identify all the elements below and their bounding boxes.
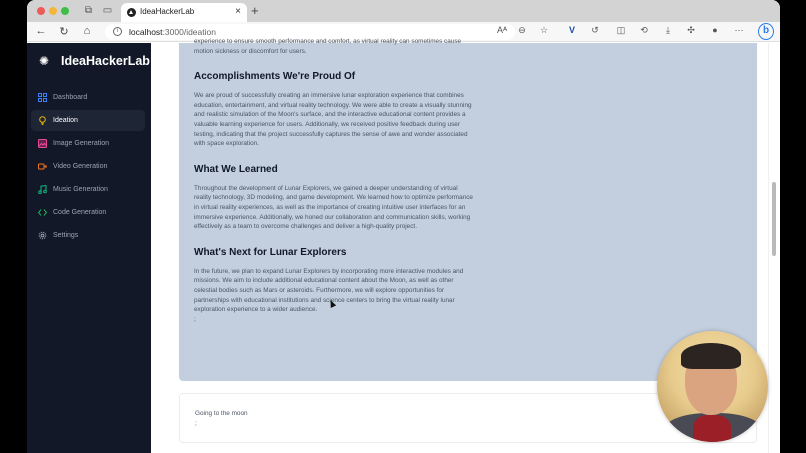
sidebar: [27, 43, 151, 453]
url-path: :3000/ideation: [162, 27, 216, 37]
sidebar-item-dashboard[interactable]: [31, 87, 145, 108]
sidebar-item-settings[interactable]: [31, 225, 145, 246]
prompt-content: [195, 409, 248, 428]
page-scrollbar[interactable]: [768, 43, 778, 453]
extensions-icon[interactable]: ✣: [687, 25, 695, 35]
tab-strip: [27, 0, 780, 22]
webcam-hair: [681, 343, 741, 369]
favorite-star-icon[interactable]: ☆: [539, 25, 549, 35]
extension-v-icon[interactable]: V: [568, 25, 575, 35]
close-tab-icon[interactable]: ×: [235, 6, 241, 17]
favicon-icon: [127, 8, 136, 17]
close-window-button[interactable]: [37, 7, 45, 15]
lightbulb-icon: [38, 116, 47, 125]
read-aloud-icon[interactable]: Aᴬ: [496, 25, 508, 35]
sidebar-item-label: Image Generation: [53, 140, 110, 147]
url-host: localhost: [129, 27, 163, 37]
url-text[interactable]: [129, 27, 216, 37]
sidebar-item-label: Music Generation: [53, 186, 108, 193]
tab-ideahackerlab[interactable]: [121, 3, 247, 22]
sidebar-item-label: Video Generation: [53, 163, 108, 170]
dashboard-icon: [38, 93, 47, 102]
sidebar-nav: [31, 87, 145, 248]
home-button[interactable]: ⌂: [83, 25, 91, 37]
reload-button[interactable]: ↻: [59, 26, 69, 38]
sidebar-item-music-generation[interactable]: [31, 179, 145, 200]
tab-title: IdeaHackerLab: [140, 7, 195, 16]
prompt-trailing: ;: [195, 419, 197, 427]
sidebar-item-video-generation[interactable]: [31, 156, 145, 177]
webcam-collar: [693, 415, 731, 442]
gear-icon: [38, 231, 47, 240]
section-heading: Accomplishments We're Proud Of: [194, 71, 356, 83]
sidebar-item-ideation[interactable]: [31, 110, 145, 131]
section-heading: What We Learned: [194, 163, 278, 175]
maximize-window-button[interactable]: [61, 7, 69, 15]
brand-logo[interactable]: [39, 54, 150, 68]
downloads-icon[interactable]: ⤓: [666, 25, 670, 35]
webcam-overlay: [657, 331, 768, 442]
sidebar-item-label: Ideation: [53, 117, 78, 124]
prompt-text: Going to the moon: [195, 410, 248, 417]
sidebar-item-label: Dashboard: [53, 94, 88, 101]
history-icon[interactable]: ⟲: [640, 25, 648, 35]
brand-name: IdeaHackerLab: [61, 54, 150, 68]
result-content: [194, 37, 474, 324]
extension-refresh-icon[interactable]: ↺: [591, 25, 599, 35]
result-trailing: ;: [194, 315, 196, 323]
workspaces-icon[interactable]: ⧉: [84, 5, 93, 16]
logo-icon: ✺: [39, 53, 50, 68]
ideation-result-card: [179, 38, 757, 381]
more-menu-icon[interactable]: ⋯: [734, 25, 744, 35]
music-icon: [38, 185, 47, 194]
video-icon: [38, 162, 47, 171]
zoom-out-icon[interactable]: ⊖: [518, 25, 526, 35]
result-paragraph: experience to ensure smooth performance and comfort, as virtual reality can sometimes cause motion sickness or discomfort for users.: [194, 38, 462, 55]
scrollbar-thumb[interactable]: [772, 182, 776, 256]
section-body: Throughout the development of Lunar Explorers, we gained a deeper understanding of virtual reality technology, 3D modeling, and game development. We learned how to optimize performance in virtual reality experiences, as well as the importance of creating intuitive user interfaces for an immersive experience. Additionally, we honed our collaboration and communication skills, working effectively as a team to overcome challenges and deliver a high-quality project.: [194, 184, 473, 231]
section-body: In the future, we plan to expand Lunar Explorers by incorporating more interactive modules and missions. We aim to include additional educational content about the Moon, as well as other celestial bodies such as Mars or asteroids. Furthermore, we will explore opportunities for partnerships with educational institutions and science centers to bring the virtual reality lunar exploration experience to a wider audience.: [194, 267, 464, 314]
section-body: We are proud of successfully creating an immersive lunar exploration experience that combines education, entertainment, and virtual reality technology. We were able to create a visually stunning and realistic simulation of the Moon's surface, and the interactive educational content provides a valuable learning experience for users. Additionally, we received positive feedback during user testing, indicating that the project successfully captures the sense of awe and wonder associated with space exploration.: [194, 92, 472, 148]
split-screen-icon[interactable]: ◫: [616, 25, 626, 35]
section-heading: What's Next for Lunar Explorers: [194, 246, 347, 258]
code-icon: [38, 208, 47, 217]
tab-actions-icon[interactable]: ▭: [102, 5, 113, 16]
back-button[interactable]: ←: [35, 25, 47, 37]
sidebar-item-label: Code Generation: [53, 209, 107, 216]
image-icon: [38, 139, 47, 148]
site-info-icon[interactable]: i: [113, 27, 122, 36]
minimize-window-button[interactable]: [49, 7, 57, 15]
bing-icon[interactable]: b: [758, 23, 774, 40]
profile-icon[interactable]: ●: [712, 25, 718, 35]
sidebar-item-image-generation[interactable]: [31, 133, 145, 154]
sidebar-item-label: Settings: [53, 232, 79, 239]
sidebar-item-code-generation[interactable]: [31, 202, 145, 223]
new-tab-button[interactable]: +: [251, 3, 259, 18]
